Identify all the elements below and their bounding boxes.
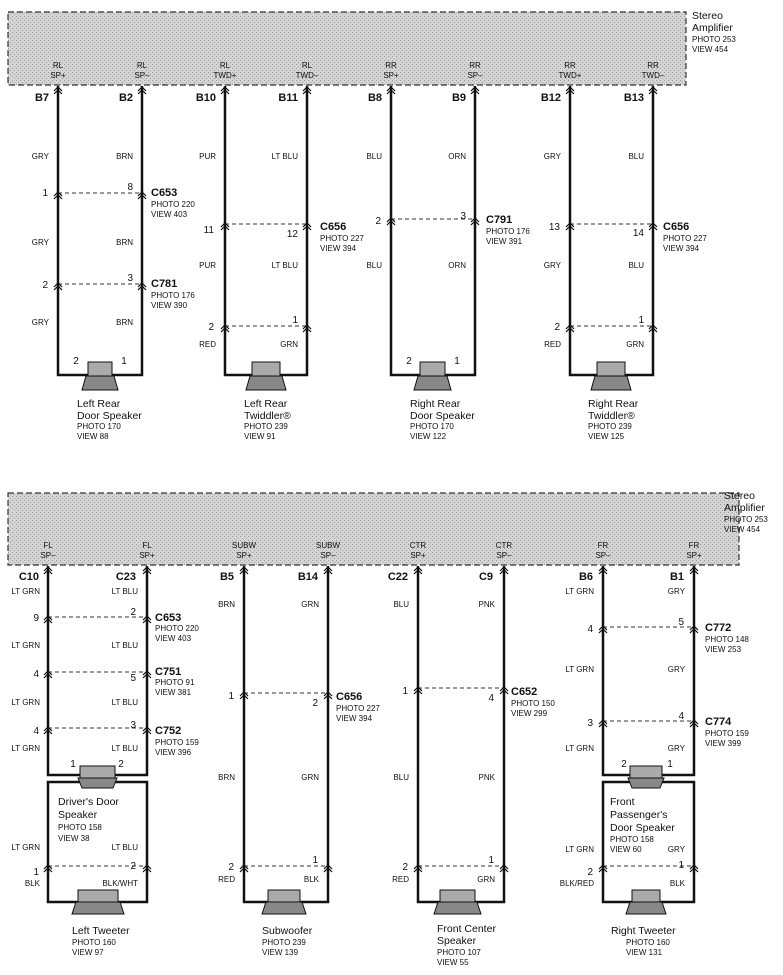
top-amp-photo: PHOTO 253 — [692, 35, 736, 44]
bot-pin-1: C10 — [18, 571, 39, 583]
connector-c652-name: C652 — [511, 686, 538, 698]
bot-term-1-l1: FL — [43, 541, 53, 550]
wire-color: BLK — [303, 875, 319, 884]
top-amplifier-section — [8, 10, 736, 85]
top-speakers — [73, 356, 638, 441]
wire-color: BLK/WHT — [102, 879, 138, 888]
wire-color: GRY — [31, 238, 49, 247]
top-amp-title-2: Amplifier — [692, 22, 733, 34]
wire-color: BLU — [393, 773, 409, 782]
wire-color: PNK — [478, 600, 495, 609]
top-pin-4: B11 — [278, 92, 298, 104]
connector-c791-photo: PHOTO 176 — [486, 227, 530, 236]
top-term-7-l1: RR — [564, 61, 576, 70]
connector-pin: 1 — [402, 686, 408, 697]
speaker-name: Door Speaker — [77, 410, 142, 422]
speaker-name: Door Speaker — [610, 822, 675, 834]
connector-pin: 4 — [33, 726, 39, 737]
bot-pin-7: B6 — [578, 571, 593, 583]
speaker-name: Front Center — [437, 923, 496, 935]
bot-term-1-l2: SP– — [40, 551, 56, 560]
bot-term-5-l1: CTR — [409, 541, 427, 550]
wire-color: LT GRN — [11, 587, 40, 596]
speaker-pin: 2 — [118, 759, 124, 770]
wire-color: BRN — [116, 318, 133, 327]
wire-color: PUR — [199, 261, 216, 270]
speaker-view: VIEW 97 — [72, 948, 104, 957]
bottom-sub-circuit — [218, 600, 380, 957]
connector-c781-photo: PHOTO 176 — [151, 291, 195, 300]
bottom-amp-title-1: Stereo — [724, 490, 755, 502]
speaker-view: VIEW 60 — [610, 845, 642, 854]
connector-pin: 1 — [312, 855, 318, 866]
top-term-3-l2: TWD+ — [213, 71, 237, 80]
connector-c781-name: C781 — [151, 278, 178, 290]
wire-color: LT BLU — [111, 698, 138, 707]
wire-color: RED — [218, 875, 235, 884]
top-amp-title-1: Stereo — [692, 10, 723, 22]
bot-term-5-l2: SP+ — [410, 551, 426, 560]
top-pin-5: B8 — [367, 92, 382, 104]
connector-c656b-photo: PHOTO 227 — [663, 234, 707, 243]
top-term-5-l1: RR — [385, 61, 397, 70]
connector-pin: 2 — [312, 698, 318, 709]
wire-color: GRN — [626, 340, 644, 349]
top-pin-1: B7 — [34, 92, 49, 104]
connector-pin: 5 — [130, 673, 136, 684]
wire-color: GRY — [667, 744, 685, 753]
speaker-view: VIEW 55 — [437, 958, 469, 967]
connector-c774-photo: PHOTO 159 — [705, 729, 749, 738]
wire-color: PUR — [199, 152, 216, 161]
connector-c656-photo: PHOTO 227 — [336, 704, 380, 713]
wire-color: LT GRN — [11, 843, 40, 852]
speaker-view: VIEW 122 — [410, 432, 447, 441]
wire-color: GRY — [31, 152, 49, 161]
connector-pin: 4 — [587, 624, 593, 635]
bot-term-2-l1: FL — [142, 541, 152, 550]
connector-pin: 11 — [203, 225, 214, 236]
connector-pin: 14 — [632, 228, 644, 239]
bottom-right-circuit — [560, 587, 750, 957]
speaker-name: Left Rear — [77, 398, 121, 410]
speaker-pin: 2 — [621, 759, 627, 770]
speaker-pin: 1 — [121, 356, 127, 367]
speaker-name: Door Speaker — [410, 410, 475, 422]
top-amp-view: VIEW 454 — [692, 45, 729, 54]
connector-c772-photo: PHOTO 148 — [705, 635, 749, 644]
bot-term-4-l2: SP– — [320, 551, 336, 560]
wire-color: LT BLU — [111, 587, 138, 596]
connector-c791-name: C791 — [486, 214, 513, 226]
wire-color: LT GRN — [11, 744, 40, 753]
bottom-connector-lines — [48, 617, 694, 866]
bot-term-8-l2: SP+ — [686, 551, 702, 560]
connector-c656-name: C656 — [336, 691, 363, 703]
bot-term-4-l1: SUBW — [316, 541, 340, 550]
speaker-name: Left Tweeter — [72, 925, 130, 937]
speaker-pin: 1 — [454, 356, 460, 367]
bot-term-3-l2: SP+ — [236, 551, 252, 560]
wire-color: BRN — [218, 600, 235, 609]
wire-color: GRN — [301, 773, 319, 782]
connector-c656-name: C656 — [320, 221, 347, 233]
speaker-icon — [78, 766, 117, 788]
top-term-2-l2: SP– — [134, 71, 150, 80]
speaker-icon — [628, 766, 664, 788]
speaker-pin: 2 — [406, 356, 412, 367]
speaker-name: Passenger's — [610, 809, 668, 821]
speaker-icon — [82, 362, 118, 390]
speaker-icon — [262, 890, 306, 914]
bot-term-2-l2: SP+ — [139, 551, 155, 560]
connector-pin: 1 — [33, 867, 39, 878]
speaker-name: Subwoofer — [262, 925, 313, 937]
bottom-amplifier-section — [8, 490, 768, 565]
connector-c751-photo: PHOTO 91 — [155, 678, 195, 687]
top-term-6-l2: SP– — [467, 71, 483, 80]
speaker-photo: PHOTO 170 — [410, 422, 454, 431]
bot-term-6-l1: CTR — [495, 541, 513, 550]
speaker-photo: PHOTO 239 — [588, 422, 632, 431]
connector-pin: 2 — [587, 867, 593, 878]
speaker-name: Right Rear — [410, 398, 461, 410]
connector-pin: 3 — [127, 273, 133, 284]
top-pin-3: B10 — [195, 92, 216, 104]
connector-c752-view: VIEW 396 — [155, 748, 192, 757]
connector-c652-photo: PHOTO 150 — [511, 699, 555, 708]
wire-color: BLU — [366, 152, 382, 161]
top-term-8-l1: RR — [647, 61, 659, 70]
bottom-center-circuit — [392, 600, 555, 967]
speaker-icon — [72, 890, 124, 914]
wire-color: LT GRN — [565, 587, 594, 596]
connector-pin: 1 — [228, 691, 234, 702]
wire-color: GRY — [667, 845, 685, 854]
wire-color: BLK/RED — [559, 879, 594, 888]
bottom-amp-view: VIEW 454 — [724, 525, 761, 534]
speaker-name: Right Tweeter — [611, 925, 676, 937]
connector-c774-name: C774 — [705, 716, 732, 728]
top-term-4-l1: RL — [301, 61, 313, 70]
connector-c653-name: C653 — [151, 187, 178, 199]
connector-c656-photo: PHOTO 227 — [320, 234, 364, 243]
bot-term-8-l1: FR — [688, 541, 700, 550]
connector-pin: 5 — [678, 617, 684, 628]
connector-c752-photo: PHOTO 159 — [155, 738, 199, 747]
wire-color: LT GRN — [11, 641, 40, 650]
connector-pin: 2 — [554, 322, 560, 333]
speaker-photo: PHOTO 170 — [77, 422, 121, 431]
wire-color: GRY — [31, 318, 49, 327]
top-term-7-l2: TWD+ — [558, 71, 582, 80]
connector-pin: 4 — [33, 669, 39, 680]
wire-color: BLU — [628, 261, 644, 270]
wire-color: LT GRN — [11, 698, 40, 707]
connector-pin: 2 — [228, 862, 234, 873]
wire-color: BLK — [669, 879, 685, 888]
wire-color: LT GRN — [565, 845, 594, 854]
bottom-amp-title-2: Amplifier — [724, 502, 765, 514]
speaker-pin: 1 — [70, 759, 76, 770]
connector-c772-view: VIEW 253 — [705, 645, 742, 654]
wire-color: BLU — [393, 600, 409, 609]
speaker-name: Driver's Door — [58, 796, 119, 808]
top-amplifier-box — [8, 12, 686, 85]
speaker-icon — [591, 362, 631, 390]
wire-color: GRN — [301, 600, 319, 609]
speaker-pin: 2 — [73, 356, 79, 367]
top-term-6-l1: RR — [469, 61, 481, 70]
speaker-photo: PHOTO 160 — [72, 938, 116, 947]
speaker-name: Speaker — [58, 809, 98, 821]
connector-c772-name: C772 — [705, 622, 732, 634]
speaker-view: VIEW 131 — [626, 948, 663, 957]
connector-c653-photo: PHOTO 220 — [151, 200, 195, 209]
connector-pin: 13 — [548, 222, 560, 233]
connector-c653-name: C653 — [155, 612, 182, 624]
wire-color: BLU — [366, 261, 382, 270]
speaker-name: Right Rear — [588, 398, 639, 410]
wire-color: LT BLU — [111, 641, 138, 650]
connector-c751-name: C751 — [155, 666, 182, 678]
top-term-4-l2: TWD– — [295, 71, 319, 80]
connector-pin: 1 — [638, 315, 644, 326]
top-connector-lines — [58, 193, 653, 326]
top-term-8-l2: TWD– — [641, 71, 665, 80]
bot-pin-8: B1 — [669, 571, 684, 583]
bottom-amp-photo: PHOTO 253 — [724, 515, 768, 524]
wire-color: GRN — [280, 340, 298, 349]
bot-term-3-l1: SUBW — [232, 541, 256, 550]
bot-pin-3: B5 — [219, 571, 234, 583]
connector-pin: 2 — [130, 861, 136, 872]
connector-pin: 2 — [402, 862, 408, 873]
speaker-icon — [246, 362, 286, 390]
bot-term-7-l1: FR — [597, 541, 609, 550]
top-term-1-l2: SP+ — [50, 71, 66, 80]
top-pin-6: B9 — [451, 92, 466, 104]
wire-color: LT BLU — [111, 744, 138, 753]
top-pin-2: B2 — [118, 92, 133, 104]
wire-color: BRN — [116, 152, 133, 161]
wire-color: ORN — [448, 152, 466, 161]
connector-pin: 2 — [42, 280, 48, 291]
wire-color: BLU — [628, 152, 644, 161]
speaker-icon — [414, 362, 451, 390]
connector-pin: 12 — [286, 229, 298, 240]
connector-pin: 1 — [488, 855, 494, 866]
connector-pin: 3 — [460, 211, 466, 222]
connector-c751-view: VIEW 381 — [155, 688, 192, 697]
connector-c656b-name: C656 — [663, 221, 690, 233]
wire-color: LT GRN — [565, 665, 594, 674]
speaker-view: VIEW 88 — [77, 432, 109, 441]
speaker-name: Speaker — [437, 935, 477, 947]
connector-pin: 1 — [42, 188, 48, 199]
connector-pin: 9 — [33, 613, 39, 624]
connector-pin: 1 — [678, 860, 684, 871]
speaker-view: VIEW 139 — [262, 948, 299, 957]
speaker-photo: PHOTO 107 — [437, 948, 481, 957]
speaker-name: Twiddler® — [588, 410, 635, 422]
connector-pin: 8 — [127, 182, 133, 193]
bottom-pin-labels — [19, 571, 684, 583]
wire-color: RED — [199, 340, 216, 349]
wire-color: GRN — [477, 875, 495, 884]
top-term-1-l1: RL — [52, 61, 64, 70]
top-term-5-l2: SP+ — [383, 71, 399, 80]
connector-pin: 4 — [488, 693, 494, 704]
top-term-3-l1: RL — [219, 61, 231, 70]
speaker-name: Front — [610, 796, 635, 808]
wire-color: GRY — [667, 587, 685, 596]
connector-c752-name: C752 — [155, 725, 182, 737]
wire-color: LT BLU — [271, 152, 298, 161]
connector-c653-photo: PHOTO 220 — [155, 624, 199, 633]
wire-color: ORN — [448, 261, 466, 270]
connector-pin: 4 — [678, 711, 684, 722]
connector-c653-view: VIEW 403 — [151, 210, 188, 219]
speaker-photo: PHOTO 158 — [58, 823, 102, 832]
wire-color: LT BLU — [271, 261, 298, 270]
connector-c781-view: VIEW 390 — [151, 301, 188, 310]
connector-pin: 2 — [130, 607, 136, 618]
top-pin-7: B12 — [540, 92, 561, 104]
speaker-view: VIEW 91 — [244, 432, 276, 441]
top-pin-8: B13 — [623, 92, 644, 104]
wire-color: PNK — [478, 773, 495, 782]
connector-pin: 1 — [292, 315, 298, 326]
connector-c656-view: VIEW 394 — [320, 244, 357, 253]
connector-pin: 2 — [375, 216, 381, 227]
speaker-photo: PHOTO 239 — [262, 938, 306, 947]
wire-color: GRY — [543, 261, 561, 270]
speaker-pin: 1 — [667, 759, 673, 770]
bottom-amplifier-box — [8, 493, 739, 565]
bot-pin-6: C9 — [478, 571, 493, 583]
connector-c656-view: VIEW 394 — [336, 714, 373, 723]
wire-color: LT BLU — [111, 843, 138, 852]
speaker-icon — [434, 890, 481, 914]
speaker-icon — [626, 890, 666, 914]
bot-term-7-l2: SP– — [595, 551, 611, 560]
wire-color: BRN — [116, 238, 133, 247]
speaker-name: Left Rear — [244, 398, 288, 410]
speaker-photo: PHOTO 239 — [244, 422, 288, 431]
bot-term-6-l2: SP– — [496, 551, 512, 560]
connector-c774-view: VIEW 399 — [705, 739, 742, 748]
connector-c791-view: VIEW 391 — [486, 237, 523, 246]
top-pin-labels — [35, 92, 644, 104]
wire-color: BRN — [218, 773, 235, 782]
wire-color: LT GRN — [565, 744, 594, 753]
bot-pin-2: C23 — [115, 571, 136, 583]
wire-color: RED — [392, 875, 409, 884]
top-wires — [58, 86, 653, 375]
speaker-photo: PHOTO 158 — [610, 835, 654, 844]
speaker-view: VIEW 38 — [58, 834, 90, 843]
speaker-name: Twiddler® — [244, 410, 291, 422]
speaker-photo: PHOTO 160 — [626, 938, 670, 947]
connector-c653-view: VIEW 403 — [155, 634, 192, 643]
bottom-wires — [48, 566, 694, 902]
speaker-view: VIEW 125 — [588, 432, 625, 441]
wire-color: GRY — [543, 152, 561, 161]
bot-pin-4: B14 — [297, 571, 318, 583]
connector-pin: 3 — [130, 720, 136, 731]
connector-pin: 3 — [587, 718, 593, 729]
wire-color: GRY — [667, 665, 685, 674]
wire-color: RED — [544, 340, 561, 349]
bot-pin-5: C22 — [387, 571, 408, 583]
connector-c652-view: VIEW 299 — [511, 709, 548, 718]
connector-c656b-view: VIEW 394 — [663, 244, 700, 253]
top-term-2-l1: RL — [136, 61, 148, 70]
connector-pin: 2 — [208, 322, 214, 333]
wire-color: BLK — [24, 879, 40, 888]
